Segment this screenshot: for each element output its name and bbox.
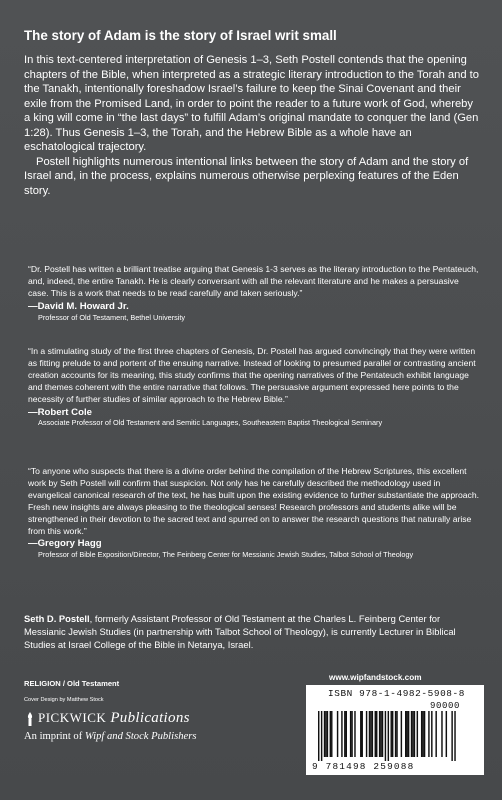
barcode-bar xyxy=(327,711,328,757)
ean-text: 9 781498 259088 xyxy=(312,761,415,772)
barcode-bar xyxy=(451,711,452,761)
category-label: RELIGION / Old Testament xyxy=(24,679,120,688)
barcode-bar xyxy=(446,711,447,757)
publisher-name-caps: PICKWICK xyxy=(38,710,107,725)
endorsement-text: “In a stimulating study of the first three chapters of Genesis, Dr. Postell has argued convincingly that they were written as fitting prelude to and portent of the ensuing narrative. Instead of looking to presumed parallel or contrasting ancient creation accounts for its meaning, this study confirms that the opening narratives of the Pentateuch exhibit language and themes coherent with the entire narrative that follows. The persuasive argument expressed here points to the necessity of further studies of similar approach to the Hebrew Bible.” xyxy=(28,346,476,404)
imprint-name: Wipf and Stock Publishers xyxy=(84,731,197,742)
barcode-bar xyxy=(417,711,418,757)
barcode-bar xyxy=(395,711,396,757)
barcode-bar xyxy=(435,711,436,757)
price-code: 90000 xyxy=(430,701,461,711)
author-name: Seth D. Postell xyxy=(24,613,90,624)
endorser-role: Professor of Bible Exposition/Director, The Feinberg Center for Messianic Jewish Studies, Talbot School of Theology xyxy=(38,550,414,560)
barcode-bar xyxy=(331,711,332,757)
blurb-paragraph-2: Postell highlights numerous intentional links between the story of Adam and the story of Israel and, in the process, explains numerous otherwise perplexing features of the Eden story. xyxy=(24,155,469,197)
barcode-bar xyxy=(382,711,383,757)
imprint-line xyxy=(24,731,196,742)
barcode-bar xyxy=(351,711,352,757)
barcode-bar xyxy=(376,711,377,757)
barcode-bar xyxy=(421,711,422,757)
barcode-bar xyxy=(414,711,415,757)
endorser-role: Professor of Old Testament, Bethel University xyxy=(38,312,186,322)
barcode-bar xyxy=(372,711,373,757)
barcode-bar xyxy=(405,711,406,757)
endorsement-howard xyxy=(28,264,480,323)
barcode-bar xyxy=(344,711,345,757)
barcode-bar xyxy=(379,711,380,757)
barcode-bar xyxy=(321,711,322,761)
barcode-bar xyxy=(428,711,429,757)
endorser-name: —Gregory Hagg xyxy=(28,538,102,550)
barcode-bar xyxy=(412,711,413,757)
endorser-name: —Robert Cole xyxy=(28,406,92,418)
author-bio-text: , formerly Assistant Professor of Old Testament at the Charles L. Feinberg Center for Messianic Jewish Studies (in partnership with Talbot School of Theology), is currently Lecturer in Biblical Studies at Israel College of the Bible in Netanya, Israel. xyxy=(24,613,456,650)
imprint-prefix: An imprint of xyxy=(24,731,85,742)
barcode-bar xyxy=(431,711,432,757)
isbn-text: ISBN 978-1-4982-5908-8 xyxy=(328,688,465,699)
publisher-logo xyxy=(24,710,244,746)
publisher-website: www.wipfandstock.com xyxy=(329,673,422,682)
barcode-bar xyxy=(380,711,381,757)
torch-icon xyxy=(24,712,36,726)
endorser-name: —David M. Howard Jr. xyxy=(28,300,129,312)
isbn-barcode xyxy=(306,685,484,775)
barcode-bar xyxy=(392,711,393,757)
endorsement-hagg xyxy=(28,466,480,560)
barcode-bar xyxy=(396,711,397,757)
barcode-bar xyxy=(411,711,412,757)
barcode-bar xyxy=(370,711,371,757)
barcode-bar xyxy=(362,711,363,757)
barcode-bar xyxy=(341,711,342,757)
barcode-bar xyxy=(360,711,361,757)
barcode-bar xyxy=(401,711,402,757)
barcode-bar xyxy=(346,711,347,757)
barcode-bar xyxy=(441,711,442,757)
barcode-bar xyxy=(391,711,392,757)
barcode-bar xyxy=(369,711,370,757)
endorsement-text: “Dr. Postell has written a brilliant treatise arguing that Genesis 1-3 serves as the literary introduction to the Pentateuch, and, indeed, the entire Tanakh. He is clearly conversant with all the relevant literature and he makes a persuasive case. This is a work that needs to be read carefully and taken seriously.” xyxy=(28,264,479,298)
barcode-bar xyxy=(350,711,351,757)
barcode-bars xyxy=(306,699,484,761)
barcode-bar xyxy=(354,711,355,757)
endorser-role: Associate Professor of Old Testament and Semitic Languages, Southeastern Baptist Theological Seminary xyxy=(38,418,383,428)
barcode-bar xyxy=(318,711,319,761)
author-bio xyxy=(24,612,480,651)
barcode-bar xyxy=(325,711,326,757)
publisher-name-rest: Publications xyxy=(106,710,190,726)
barcode-bar xyxy=(454,711,455,761)
headline: The story of Adam is the story of Israel writ small xyxy=(24,28,337,43)
endorsement-cole xyxy=(28,346,480,428)
barcode-bar xyxy=(337,711,338,757)
publisher-name xyxy=(38,710,190,727)
barcode-bar xyxy=(324,711,325,757)
barcode-bar xyxy=(388,711,389,761)
barcode-bar xyxy=(406,711,407,757)
endorsement-text: “To anyone who suspects that there is a divine order behind the compilation of the Hebrew Scriptures, this excellent work by Seth Postell will confirm that suspicion. Not only has he carefully described the methodology used in evangelical canonical research of the text, he has built upon the existing evidence to further substantiate the approach. Fresh new insights are always pleasing to the theological senses! Research professors and students alike will be strengthened in their devotion to the sacred text and spurred on to answer the research questions that naturally arise from this work.” xyxy=(28,466,479,536)
blurb-paragraph-1: In this text-centered interpretation of Genesis 1–3, Seth Postell contends that the opening chapters of the Bible, when interpreted as a strategic literary introduction to the Torah and to the Tanakh, intentionally foreshadow Israel’s failure to keep the Sinai Covenant and their exile from the Promised Land, in order to point the reader to a future work of God, whereby a king will come in “the last days” to fulfill Adam’s original mandate to conquer the land (Gen 1:28). Thus Genesis 1–3, the Torah, and the Hebrew Bible as a whole have an eschatological trajectory. xyxy=(24,54,480,153)
barcode-bar xyxy=(424,711,425,757)
barcode-bar xyxy=(330,711,331,757)
barcode-bar xyxy=(366,711,367,757)
barcode-bar xyxy=(408,711,409,757)
cover-design-credit: Cover Design by Matthew Stock xyxy=(24,697,104,703)
barcode-bar xyxy=(385,711,386,761)
barcode-bar xyxy=(375,711,376,757)
barcode-bar xyxy=(422,711,423,757)
blurb xyxy=(24,53,480,198)
